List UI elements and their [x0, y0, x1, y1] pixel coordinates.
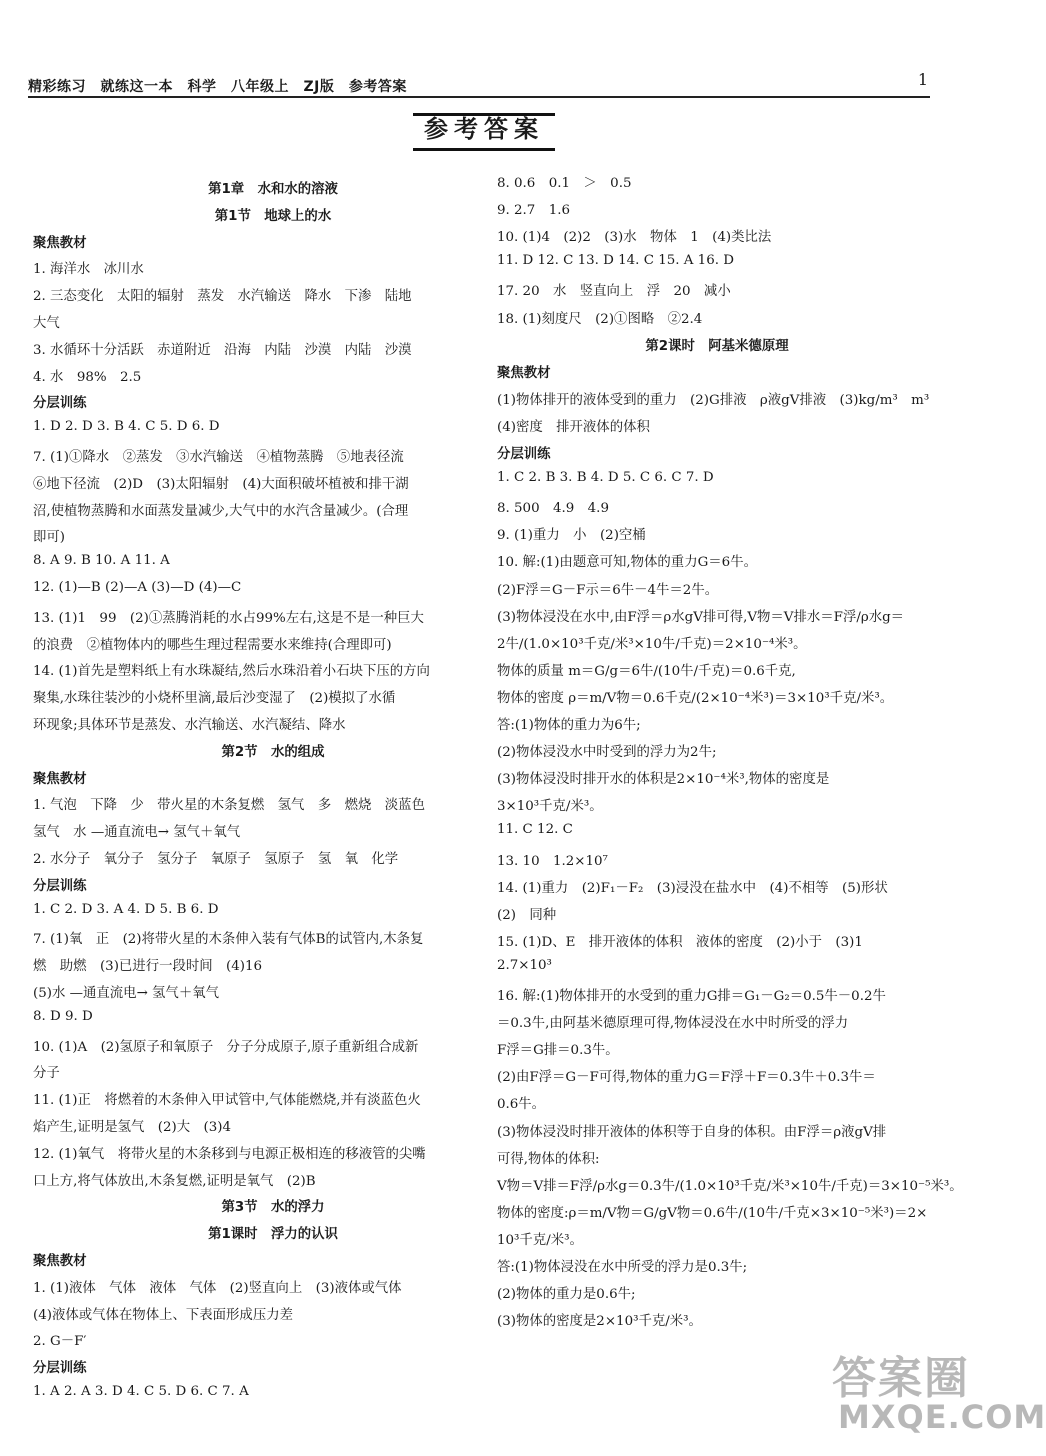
answer-line: 15. (1)D、E 排开液体的体积 液体的密度 (2)小于 (3)1 — [497, 934, 863, 950]
answer-line: 10³千克/米³。 — [497, 1232, 583, 1248]
answer-line: 4. 水 98% 2.5 — [33, 369, 142, 385]
answer-line: 2. 水分子 氧分子 氢分子 氧原子 氢原子 氢 氧 化学 — [33, 852, 399, 867]
answer-line: 3×10³千克/米³。 — [497, 799, 603, 815]
answer-line: 14. (1)重力 (2)F₁－F₂ (3)浸没在盐水中 (4)不相等 (5)形状 — [497, 880, 888, 896]
watermark-url: MXQE.COM — [838, 1398, 1046, 1436]
answer-line: 大气 — [33, 316, 60, 331]
answer-line: V物＝V排＝F浮/ρ水g＝0.3牛/(1.0×10³千克/米³×10牛/千克)＝3×10⁻⁵米³。 — [497, 1178, 963, 1194]
answer-line: 7. (1)氧 正 (2)将带火星的木条伸入装有气体B的试管内,木条复 — [33, 932, 424, 948]
answer-line: 2. 三态变化 太阳的辐射 蒸发 水汽输送 降水 下渗 陆地 — [33, 289, 412, 305]
answer-line: 1. 海洋水 冰川水 — [33, 262, 144, 278]
answer-line: 14. (1)首先是塑料纸上有水珠凝结,然后水珠沿着小石块下压的方向 — [33, 664, 430, 680]
page-number: 1 — [917, 70, 928, 89]
answer-line: 物体的密度 ρ＝m/V物＝0.6千克/(2×10⁻⁴米³)＝3×10³千克/米³。 — [497, 690, 894, 706]
subsection-label: 聚焦教材 — [33, 235, 87, 251]
answer-line: 3. 水循环十分活跃 赤道附近 沿海 内陆 沙漠 内陆 沙漠 — [33, 342, 412, 358]
answer-line: (2)F浮＝G－F示＝6牛－4牛＝2牛。 — [497, 582, 719, 598]
answer-line: 2. G－F′ — [33, 1334, 87, 1350]
answer-line: 氢气 水 —通直流电→ 氢气＋氧气 — [33, 825, 241, 841]
section-heading: 第1课时 浮力的认识 — [208, 1227, 338, 1243]
answer-line: (3)物体浸没时排开液体的体积等于自身的体积。由F浮＝ρ液gV排 — [497, 1124, 887, 1140]
section-heading: 第2节 水的组成 — [221, 744, 325, 760]
watermark-text: 答案圈 — [832, 1353, 970, 1404]
answer-line: 13. 10 1.2×10⁷ — [497, 853, 608, 869]
answer-line: 8. 500 4.9 4.9 — [497, 501, 609, 517]
subsection-label: 分层训练 — [497, 447, 551, 462]
answer-line: 18. (1)刻度尺 (2)①图略 ②2.4 — [497, 311, 703, 327]
answer-line: 物体的密度:ρ＝m/V物＝G/gV物＝0.6牛/(10牛/千克×3×10⁻⁵米³)＝2× — [497, 1205, 928, 1221]
answer-line: 2牛/(1.0×10³千克/米³×10牛/千克)＝2×10⁻⁴米³。 — [497, 636, 807, 652]
answer-line: 1. 气泡 下降 少 带火星的木条复燃 氢气 多 燃烧 淡蓝色 — [33, 798, 425, 814]
answer-line: (3)物体浸没时排开水的体积是2×10⁻⁴米³,物体的密度是 — [497, 772, 830, 788]
subsection-label: 聚焦教材 — [497, 365, 551, 381]
answer-line: 即可) — [33, 530, 66, 546]
answer-line: (3)物体的密度是2×10³千克/米³。 — [497, 1314, 702, 1330]
answer-line: 8. D 9. D — [33, 1008, 93, 1024]
section-heading: 第1节 地球上的水 — [214, 208, 332, 224]
answer-line: 0.6牛。 — [497, 1097, 546, 1113]
answer-line: (1)物体排开的液体受到的重力 (2)G排液 ρ液gV排液 (3)kg/m³ m³ — [497, 392, 930, 408]
answer-line: (2)由F浮＝G－F可得,物体的重力G＝F浮＋F＝0.3牛＋0.3牛＝ — [497, 1070, 876, 1086]
header-rule — [28, 96, 930, 98]
answer-line: 8. A 9. B 10. A 11. A — [33, 553, 170, 569]
answer-line: 11. D 12. C 13. D 14. C 15. A 16. D — [497, 253, 734, 269]
answer-line: 焰产生,证明是氢气 (2)大 (3)4 — [33, 1120, 232, 1135]
answer-line: 10. (1)A (2)氢原子和氧原子 分子分成原子,原子重新组合成新 — [33, 1039, 419, 1055]
answer-line: 沼,使植物蒸腾和水面蒸发量减少,大气中的水汽含量减少。(合理 — [33, 503, 409, 519]
answer-line: 10. (1)4 (2)2 (3)水 物体 1 (4)类比法 — [497, 230, 772, 246]
answer-line: ＝0.3牛,由阿基米德原理可得,物体浸没在水中时所受的浮力 — [497, 1016, 849, 1032]
answer-line: 口上方,将气体放出,木条复燃,证明是氧气 (2)B — [33, 1173, 316, 1189]
answer-line: F浮＝G排＝0.3牛。 — [497, 1043, 619, 1059]
answer-line: 分子 — [33, 1066, 60, 1082]
answer-line: 1. C 2. B 3. B 4. D 5. C 6. C 7. D — [497, 470, 714, 486]
answer-line: 答:(1)物体浸没在水中所受的浮力是0.3牛; — [497, 1260, 748, 1275]
answer-line: 1. C 2. D 3. A 4. D 5. B 6. D — [33, 901, 219, 917]
answer-line: 的浪费 ②植物体内的哪些生理过程需要水来维持(合理即可) — [33, 637, 392, 653]
answer-line: 10. 解:(1)由题意可知,物体的重力G＝6牛。 — [497, 555, 757, 571]
answer-line: ⑥地下径流 (2)D (3)太阳辐射 (4)大面积破坏植被和排干湖 — [33, 476, 409, 492]
answer-line: 环现象;具体环节是蒸发、水汽输送、水汽凝结、降水 — [33, 718, 346, 733]
answer-line: 聚集,水珠往装沙的小烧杯里滴,最后沙变湿了 (2)模拟了水循 — [33, 691, 396, 707]
answer-line: 物体的质量 m＝G/g＝6牛/(10牛/千克)＝0.6千克, — [497, 663, 796, 679]
subsection-label: 聚焦教材 — [33, 771, 87, 787]
answer-line: 答:(1)物体的重力为6牛; — [497, 718, 641, 733]
answer-line: (4)液体或气体在物体上、下表面形成压力差 — [33, 1307, 293, 1323]
answer-line: 9. 2.7 1.6 — [497, 203, 571, 219]
answer-line: 9. (1)重力 小 (2)空桶 — [497, 528, 646, 544]
answer-line: (3)物体浸没在水中,由F浮＝ρ水gV排可得,V物＝V排水＝F浮/ρ水g＝ — [497, 609, 905, 625]
answer-line: 13. (1)1 99 (2)①蒸腾消耗的水占99%左右,这是不是一种巨大 — [33, 610, 424, 626]
subsection-label: 聚焦教材 — [33, 1254, 87, 1269]
page-title: 参考答案 — [424, 114, 544, 143]
section-heading: 第2课时 阿基米德原理 — [645, 338, 789, 354]
answer-line: 11. C 12. C — [497, 822, 573, 838]
answer-line: 可得,物体的体积: — [497, 1151, 600, 1167]
answer-line: 8. 0.6 0.1 ＞ 0.5 — [497, 176, 632, 191]
answer-line: 1. D 2. D 3. B 4. C 5. D 6. D — [33, 419, 220, 435]
answer-line: 11. (1)正 将燃着的木条伸入甲试管中,气体能燃烧,并有淡蓝色火 — [33, 1093, 421, 1109]
section-heading: 第3节 水的浮力 — [221, 1200, 325, 1216]
answer-line: (2)物体浸没水中时受到的浮力为2牛; — [497, 745, 717, 761]
answer-line: 12. (1)氧气 将带火星的木条移到与电源正极相连的移液管的尖嘴 — [33, 1146, 426, 1162]
answer-line: 16. 解:(1)物体排开的水受到的重力G排＝G₁－G₂＝0.5牛－0.2牛 — [497, 989, 886, 1004]
subsection-label: 分层训练 — [33, 1361, 87, 1377]
subsection-label: 分层训练 — [33, 396, 87, 412]
answer-line: (4)密度 排开液体的体积 — [497, 419, 650, 435]
watermark-logo — [822, 1342, 1046, 1438]
answer-line: 燃 助燃 (3)已进行一段时间 (4)16 — [33, 959, 263, 975]
answer-line: 17. 20 水 竖直向上 浮 20 减小 — [497, 284, 731, 300]
running-header: 精彩练习 就练这一本 科学 八年级上 ZJ版 参考答案 — [28, 79, 407, 95]
answer-line: (2)物体的重力是0.6牛; — [497, 1287, 636, 1303]
answer-line: 2.7×10³ — [497, 957, 552, 973]
answer-line: (5)水 —通直流电→ 氢气＋氧气 — [33, 986, 219, 1001]
answer-line: 1. (1)液体 气体 液体 气体 (2)竖直向上 (3)液体或气体 — [33, 1280, 402, 1296]
section-heading: 第1章 水和水的溶液 — [208, 182, 338, 197]
answer-line: (2) 同种 — [497, 907, 557, 923]
answer-line: 1. A 2. A 3. D 4. C 5. D 6. C 7. A — [33, 1384, 249, 1399]
subsection-label: 分层训练 — [33, 878, 87, 894]
answer-line: 12. (1)—B (2)—A (3)—D (4)—C — [33, 580, 242, 595]
answer-line: 7. (1)①降水 ②蒸发 ③水汽输送 ④植物蒸腾 ⑤地表径流 — [33, 450, 404, 465]
